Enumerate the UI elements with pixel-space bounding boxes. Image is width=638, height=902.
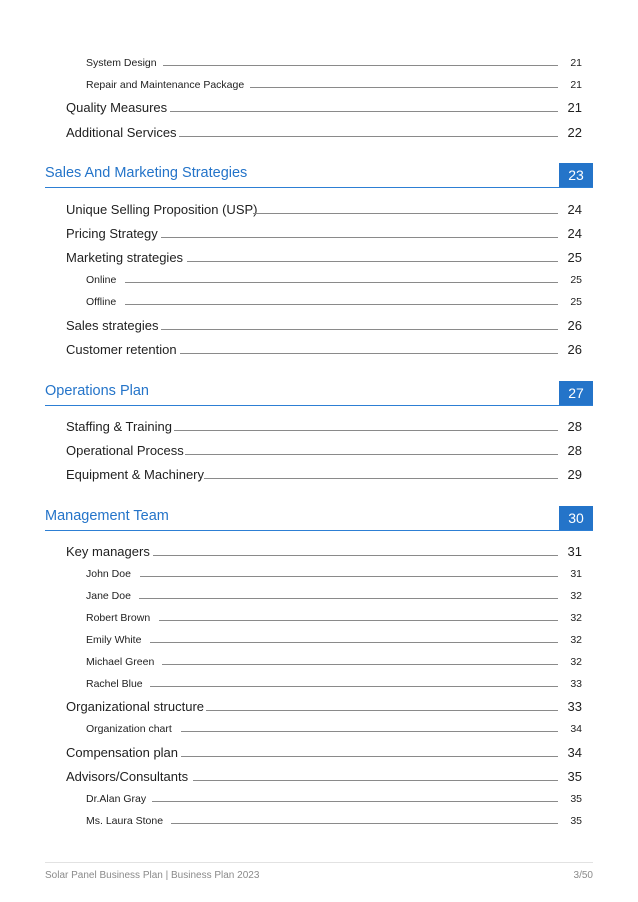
toc-entry-label: Advisors/Consultants [66, 769, 189, 784]
leader-dots [204, 478, 558, 479]
toc-entry-label: Key managers [66, 544, 150, 559]
leader-dots [253, 213, 558, 214]
toc-entry-label: Repair and Maintenance Package [86, 79, 245, 91]
toc-entry[interactable] [0, 634, 638, 654]
toc-entry-page: 34 [570, 723, 582, 735]
leader-dots [181, 731, 558, 732]
toc-entry-label: Jane Doe [86, 590, 131, 602]
toc-entry-label: Organization chart [86, 723, 172, 735]
section-title: Operations Plan [45, 383, 149, 399]
section-title: Sales And Marketing Strategies [45, 165, 248, 181]
toc-entry[interactable] [0, 793, 638, 813]
toc-entry-page: 32 [570, 612, 582, 624]
toc-entry-page: 22 [567, 125, 582, 140]
toc-entry-page: 26 [567, 318, 582, 333]
toc-entry-label: Customer retention [66, 342, 177, 357]
toc-entry-page: 31 [570, 568, 582, 580]
leader-dots [180, 353, 558, 354]
toc-entry[interactable] [0, 318, 638, 338]
toc-entry[interactable] [0, 443, 638, 463]
leader-dots [161, 237, 558, 238]
toc-entry[interactable] [0, 467, 638, 487]
toc-entry[interactable] [0, 202, 638, 222]
toc-entry-label: John Doe [86, 568, 131, 580]
toc-entry-page: 25 [567, 250, 582, 265]
toc-entry-label: Sales strategies [66, 318, 159, 333]
toc-entry-label: Unique Selling Proposition (USP) [66, 202, 258, 217]
toc-entry[interactable] [0, 226, 638, 246]
toc-entry[interactable] [0, 125, 638, 145]
toc-entry[interactable] [0, 678, 638, 698]
toc-entry-page: 25 [570, 274, 582, 286]
toc-entry[interactable] [0, 79, 638, 99]
toc-entry-label: Organizational structure [66, 699, 205, 714]
toc-entry-label: Staffing & Training [66, 419, 172, 434]
toc-entry[interactable] [0, 769, 638, 789]
toc-entry[interactable] [0, 612, 638, 632]
footer-divider [45, 862, 593, 863]
toc-entry-page: 31 [567, 544, 582, 559]
section-page-badge: 23 [559, 163, 593, 187]
toc-entry-page: 21 [570, 79, 582, 91]
toc-entry-page: 28 [567, 419, 582, 434]
toc-entry-page: 28 [567, 443, 582, 458]
toc-entry-label: Robert Brown [86, 612, 151, 624]
toc-entry-page: 33 [567, 699, 582, 714]
toc-entry[interactable] [0, 100, 638, 120]
toc-entry[interactable] [0, 745, 638, 765]
toc-entry-label: Emily White [86, 634, 142, 646]
leader-dots [174, 430, 558, 431]
footer-document-title: Solar Panel Business Plan | Business Plan 2023 [45, 870, 260, 881]
leader-dots [139, 598, 558, 599]
toc-entry-label: Dr.Alan Gray [86, 793, 147, 805]
leader-dots [181, 756, 558, 757]
toc-entry-page: 34 [567, 745, 582, 760]
leader-dots [206, 710, 558, 711]
footer-page-number: 3/50 [573, 870, 593, 881]
toc-entry-page: 21 [567, 100, 582, 115]
toc-entry-page: 35 [570, 793, 582, 805]
leader-dots [250, 87, 558, 88]
toc-entry-page: 32 [570, 656, 582, 668]
section-page-badge: 30 [559, 506, 593, 530]
toc-entry-label: Online [86, 274, 117, 286]
leader-dots [185, 454, 558, 455]
toc-entry-page: 29 [567, 467, 582, 482]
leader-dots [125, 304, 558, 305]
section-heading-management[interactable] [45, 506, 593, 531]
leader-dots [150, 686, 558, 687]
toc-entry-label: System Design [86, 57, 157, 69]
toc-entry-page: 24 [567, 202, 582, 217]
toc-entry[interactable] [0, 656, 638, 676]
leader-dots [153, 555, 558, 556]
toc-entry-page: 24 [567, 226, 582, 241]
leader-dots [163, 65, 558, 66]
leader-dots [152, 801, 558, 802]
toc-entry-label: Offline [86, 296, 117, 308]
toc-entry[interactable] [0, 296, 638, 316]
section-heading-operations[interactable] [45, 381, 593, 406]
toc-entry[interactable] [0, 815, 638, 835]
toc-entry-page: 35 [570, 815, 582, 827]
toc-entry-page: 25 [570, 296, 582, 308]
toc-entry-page: 21 [570, 57, 582, 69]
toc-entry[interactable] [0, 699, 638, 719]
toc-entry[interactable] [0, 419, 638, 439]
leader-dots [162, 664, 558, 665]
toc-entry-page: 33 [570, 678, 582, 690]
toc-entry[interactable] [0, 590, 638, 610]
toc-entry[interactable] [0, 57, 638, 77]
toc-entry[interactable] [0, 568, 638, 588]
leader-dots [125, 282, 558, 283]
toc-entry-label: Equipment & Machinery [66, 467, 205, 482]
toc-entry[interactable] [0, 342, 638, 362]
toc-entry-label: Ms. Laura Stone [86, 815, 164, 827]
section-title: Management Team [45, 508, 169, 524]
toc-entry-page: 32 [570, 590, 582, 602]
leader-dots [140, 576, 558, 577]
toc-entry-label: Rachel Blue [86, 678, 143, 690]
leader-dots [193, 780, 558, 781]
toc-entry-page: 35 [567, 769, 582, 784]
toc-entry[interactable] [0, 723, 638, 743]
leader-dots [170, 111, 558, 112]
toc-entry-page: 26 [567, 342, 582, 357]
section-heading-sales[interactable] [45, 163, 593, 188]
toc-entry-label: Marketing strategies [66, 250, 184, 265]
leader-dots [159, 620, 558, 621]
toc-entry-label: Additional Services [66, 125, 177, 140]
leader-dots [161, 329, 558, 330]
toc-entry-label: Michael Green [86, 656, 155, 668]
leader-dots [150, 642, 558, 643]
leader-dots [179, 136, 558, 137]
toc-entry[interactable] [0, 274, 638, 294]
toc-entry[interactable] [0, 250, 638, 270]
toc-entry-label: Compensation plan [66, 745, 179, 760]
toc-entry-label: Pricing Strategy [66, 226, 158, 241]
toc-entry-label: Operational Process [66, 443, 184, 458]
toc-entry-label: Quality Measures [66, 100, 168, 115]
toc-entry[interactable] [0, 544, 638, 564]
leader-dots [171, 823, 558, 824]
section-page-badge: 27 [559, 381, 593, 405]
leader-dots [187, 261, 558, 262]
toc-entry-page: 32 [570, 634, 582, 646]
